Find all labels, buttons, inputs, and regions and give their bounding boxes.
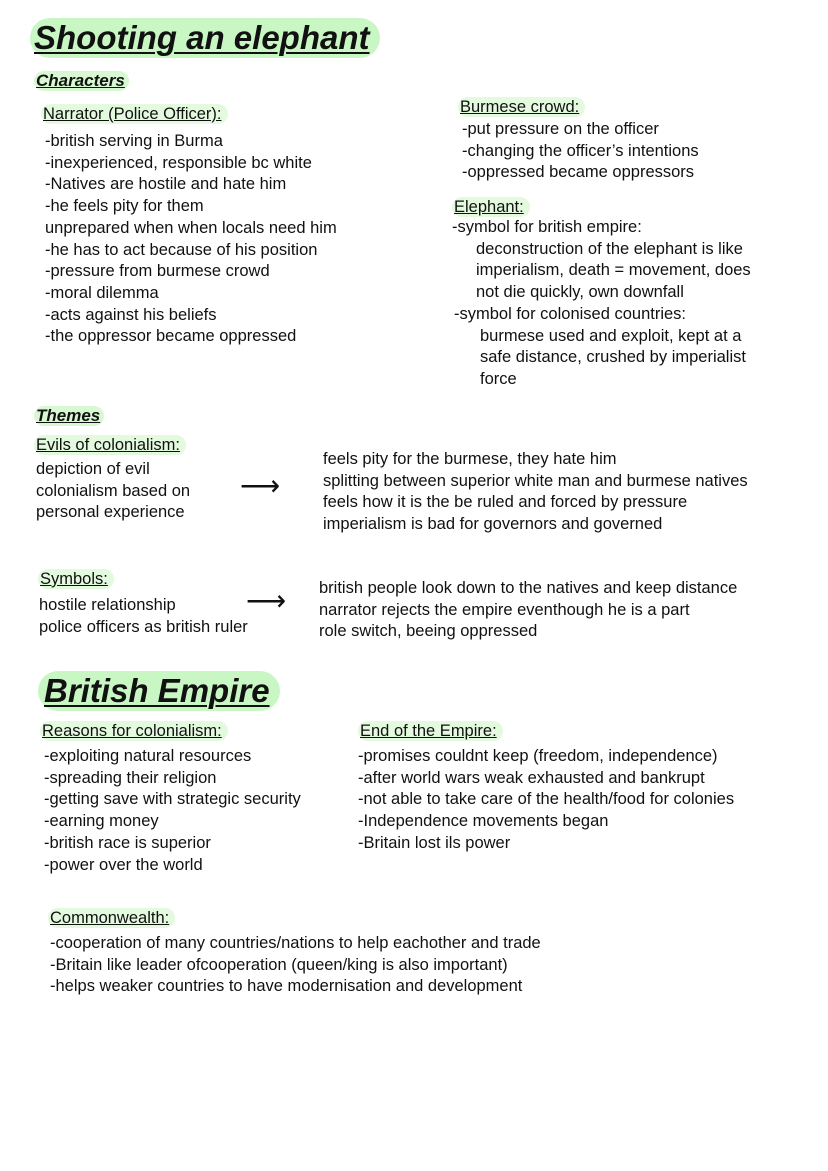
list-item: splitting between superior white man and burmese natives xyxy=(323,471,748,490)
list-item: -he feels pity for them xyxy=(45,197,204,216)
commonwealth-heading: Commonwealth: xyxy=(48,908,175,928)
list-item: depiction of evil xyxy=(36,460,150,478)
page-title: Shooting an elephant xyxy=(30,18,380,58)
list-item: -changing the officer’s intentions xyxy=(462,141,699,160)
list-item: narrator rejects the empire eventhough he is a part xyxy=(319,600,690,619)
list-item: force xyxy=(480,369,517,388)
list-item: -power over the world xyxy=(44,855,203,874)
list-item: -the oppressor became oppressed xyxy=(45,327,297,346)
evils-heading: Evils of colonialism: xyxy=(34,435,186,455)
section-title-british-empire: British Empire xyxy=(38,671,280,711)
list-item: -he has to act because of his position xyxy=(45,240,318,259)
reasons-list xyxy=(44,746,301,876)
list-item: -symbol for colonised countries: xyxy=(454,304,687,323)
list-item: -not able to take care of the health/food for colonies xyxy=(358,790,735,809)
list-item: -cooperation of many countries/nations to help eachother and trade xyxy=(50,934,541,952)
arrow-right-icon: ⟶ xyxy=(246,585,287,616)
list-item: -Independence movements began xyxy=(358,812,609,831)
themes-heading: Themes xyxy=(34,406,104,426)
burmese-crowd-list xyxy=(462,119,699,184)
list-item: -promises couldnt keep (freedom, independence) xyxy=(358,747,718,765)
list-item: -british race is superior xyxy=(44,833,211,852)
list-item: unprepared when when locals need him xyxy=(45,218,337,237)
symbols-right-list xyxy=(319,578,737,643)
evils-left-list xyxy=(36,459,190,524)
arrow-right-icon: ⟶ xyxy=(240,470,281,501)
list-item: -pressure from burmese crowd xyxy=(45,262,270,281)
list-item: -british serving in Burma xyxy=(45,132,223,150)
list-item: -Natives are hostile and hate him xyxy=(45,175,287,194)
list-item: police officers as british ruler xyxy=(39,617,248,636)
list-item: -inexperienced, responsible bc white xyxy=(45,153,312,172)
list-item: feels pity for the burmese, they hate him xyxy=(323,450,617,468)
narrator-list xyxy=(45,131,337,348)
list-item: deconstruction of the elephant is like xyxy=(476,239,743,258)
list-item: -acts against his beliefs xyxy=(45,305,217,324)
end-of-empire-heading: End of the Empire: xyxy=(358,721,503,741)
list-item: -symbol for british empire: xyxy=(452,218,642,236)
list-item: imperialism, death = movement, does xyxy=(476,261,751,280)
list-item: -exploiting natural resources xyxy=(44,747,252,765)
list-item: british people look down to the natives and keep distance xyxy=(319,579,738,597)
list-item: -Britain lost ils power xyxy=(358,833,511,852)
list-item: -moral dilemma xyxy=(45,283,159,302)
characters-heading: Characters xyxy=(34,71,129,91)
end-of-empire-list xyxy=(358,746,734,855)
list-item: burmese used and exploit, kept at a xyxy=(480,326,742,345)
list-item: hostile relationship xyxy=(39,596,176,614)
list-item: not die quickly, own downfall xyxy=(476,283,684,302)
list-item: personal experience xyxy=(36,503,185,522)
list-item: -oppressed became oppressors xyxy=(462,163,695,182)
list-item: -helps weaker countries to have modernisation and development xyxy=(50,977,523,996)
list-item: -spreading their religion xyxy=(44,768,217,787)
list-item: colonialism based on xyxy=(36,481,191,500)
list-item: safe distance, crushed by imperialist xyxy=(480,348,746,367)
list-item: feels how it is the be ruled and forced by pressure xyxy=(323,493,688,512)
narrator-heading: Narrator (Police Officer): xyxy=(41,104,228,124)
elephant-list xyxy=(452,217,751,391)
list-item: -Britain like leader ofcooperation (queen/king is also important) xyxy=(50,955,508,974)
commonwealth-list xyxy=(50,933,541,998)
list-item: role switch, beeing oppressed xyxy=(319,622,538,641)
elephant-heading: Elephant: xyxy=(452,197,530,217)
reasons-heading: Reasons for colonialism: xyxy=(40,721,228,741)
burmese-crowd-heading: Burmese crowd: xyxy=(458,97,585,117)
list-item: -getting save with strategic security xyxy=(44,790,301,809)
evils-right-list xyxy=(323,449,748,536)
list-item: -after world wars weak exhausted and bankrupt xyxy=(358,768,705,787)
symbols-heading: Symbols: xyxy=(38,569,114,589)
list-item: -put pressure on the officer xyxy=(462,120,659,138)
symbols-left-list xyxy=(39,595,248,638)
list-item: -earning money xyxy=(44,812,159,831)
list-item: imperialism is bad for governors and governed xyxy=(323,515,663,534)
